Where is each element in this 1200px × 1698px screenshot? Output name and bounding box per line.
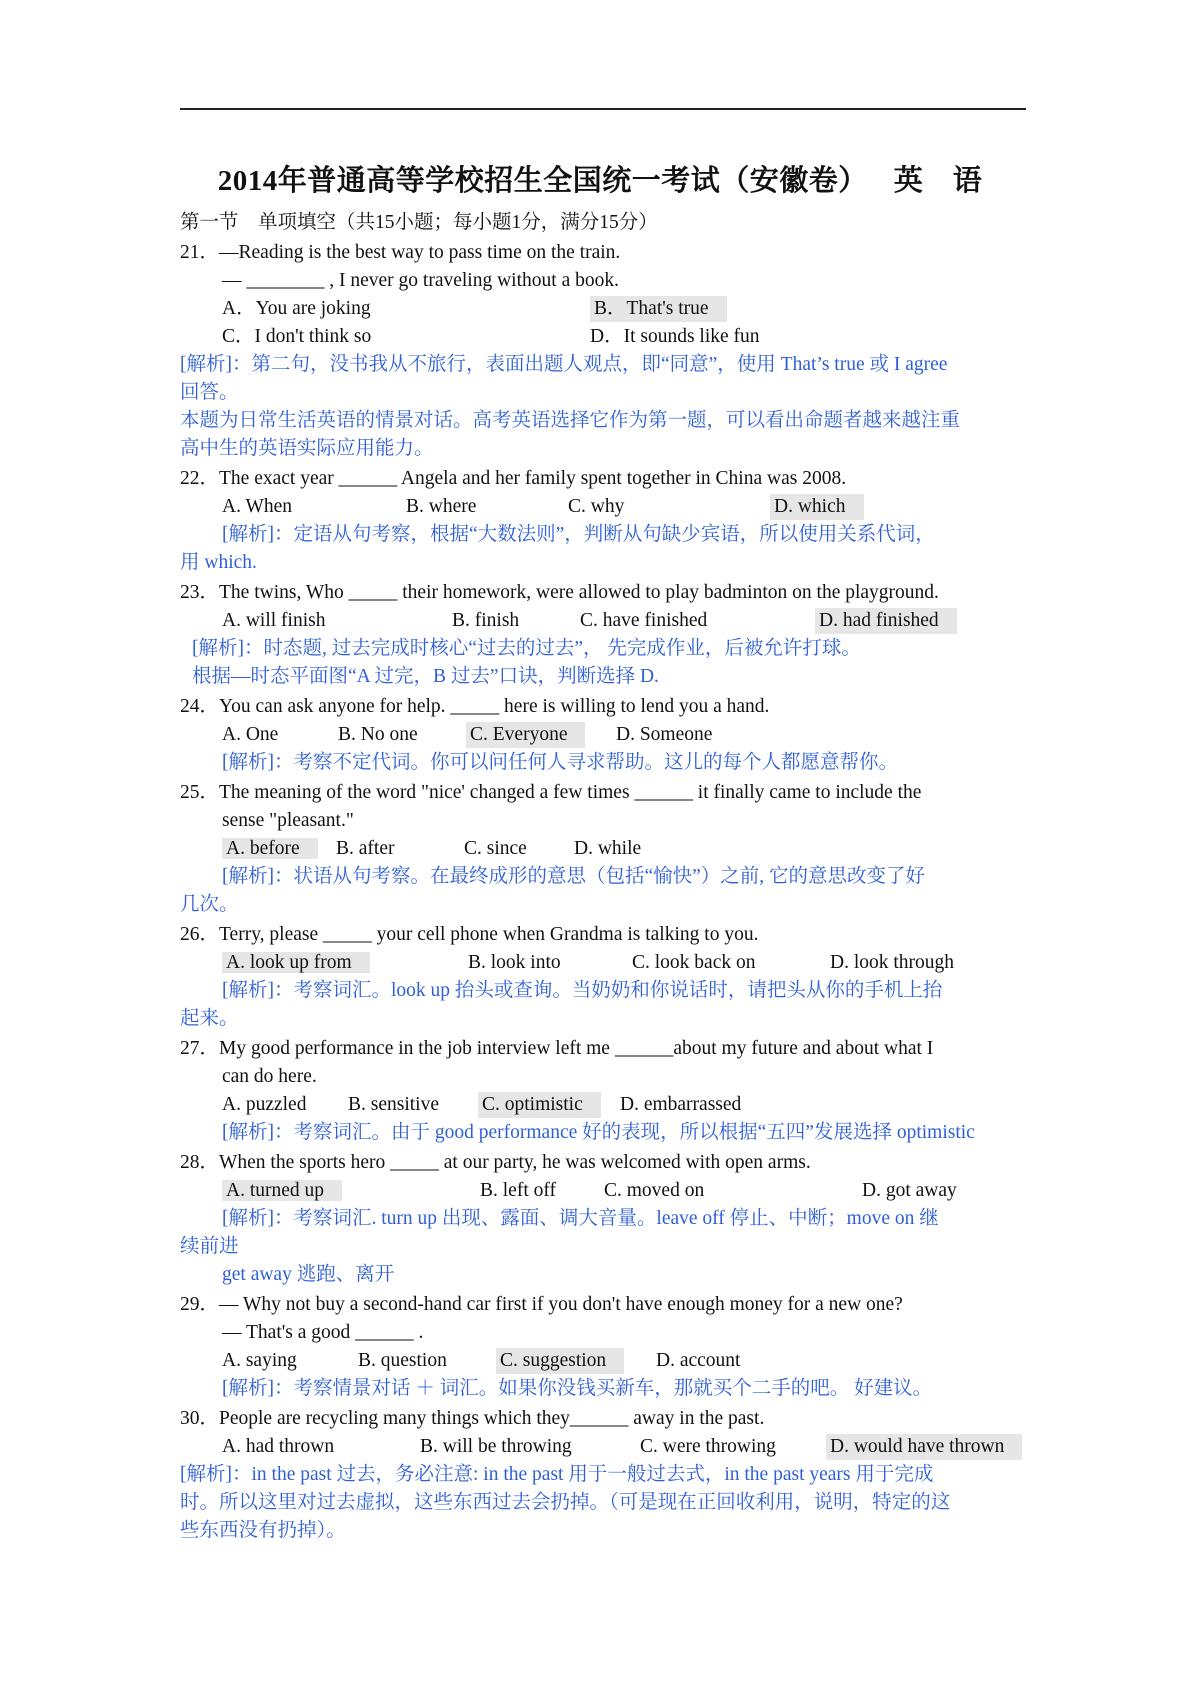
page-title <box>0 158 1200 199</box>
question-line <box>180 466 846 492</box>
text-segment: B. after <box>336 838 395 859</box>
question-line <box>180 240 620 266</box>
options-row <box>222 950 955 976</box>
text-segment: 高中生的英语实际应用能力。 <box>180 438 434 459</box>
analysis-line <box>180 1234 239 1260</box>
text-segment: D．It sounds like fun <box>590 326 760 347</box>
text-segment: B. sensitive <box>348 1094 439 1115</box>
text-segment: B. left off <box>480 1180 557 1201</box>
text-segment: 回答。 <box>180 382 239 403</box>
text-segment: can do here. <box>222 1066 317 1087</box>
text-segment: sense "pleasant." <box>222 810 354 831</box>
text-segment: 根据—时态平面图“A 过完，B 过去”口诀，判断选择 D. <box>192 666 659 687</box>
text-segment: [解析]：第二句，没书我从不旅行，表面出题人观点，即“同意”，使用 That’s true 或 I agree <box>180 354 948 375</box>
analysis-line <box>222 750 898 776</box>
analysis-line <box>222 1376 932 1402</box>
analysis-line <box>222 1206 939 1232</box>
text-segment: [解析]：考察情景对话 ＋ 词汇。如果你没钱买新车，那就买个二手的吧。 好建议。 <box>222 1378 933 1399</box>
analysis-line <box>180 550 257 576</box>
text-segment: get away 逃跑、离开 <box>222 1264 395 1285</box>
options-row <box>222 324 760 350</box>
answer-option-highlighted: C. optimistic <box>478 1092 601 1118</box>
text-segment: A．You are joking <box>222 298 371 319</box>
analysis-line <box>222 864 925 890</box>
text-segment: [解析]：考察不定代词。你可以问任何人寻求帮助。这儿的每个人都愿意帮你。 <box>222 752 898 773</box>
question-line <box>222 1320 423 1346</box>
text-segment: A. One <box>222 724 279 745</box>
text-segment: A. When <box>222 496 293 517</box>
analysis-line <box>180 352 947 378</box>
text-segment: 29．— Why not buy a second-hand car first if you don't have enough money for a new one? <box>180 1294 903 1315</box>
text-segment: D. embarrassed <box>620 1094 742 1115</box>
analysis-line <box>180 380 239 406</box>
text-segment: D. look through <box>830 952 955 973</box>
text-segment: 本题为日常生活英语的情景对话。高考英语选择它作为第一题，可以看出命题者越来越注重 <box>180 410 961 431</box>
answer-option-highlighted: D. which <box>770 494 864 520</box>
header-rule <box>180 108 1026 110</box>
answer-option-highlighted: D. would have thrown <box>826 1434 1022 1460</box>
options-row <box>222 608 939 634</box>
text-segment: [解析]：考察词汇. turn up 出现、露面、调大音量。leave off 停止、中断；move on 继 <box>222 1208 939 1229</box>
options-row <box>222 1434 1005 1460</box>
text-segment: [解析]：定语从句考察，根据“大数法则”，判断从句缺少宾语，所以使用关系代词， <box>222 524 935 545</box>
text-segment: C．I don't think so <box>222 326 372 347</box>
section-heading: 第一节 单项填空（共15小题；每小题1分，满分15分） <box>180 212 658 233</box>
text-segment: C. moved on <box>604 1180 705 1201</box>
text-segment: B. look into <box>468 952 561 973</box>
options-row <box>222 722 713 748</box>
options-row <box>222 494 846 520</box>
analysis-line <box>180 408 960 434</box>
text-segment: B. No one <box>338 724 418 745</box>
question-line <box>180 1406 764 1432</box>
text-segment: 22．The exact year ______ Angela and her family spent together in China was 2008. <box>180 468 847 489</box>
text-segment: 续前进 <box>180 1236 239 1257</box>
analysis-line <box>222 1120 975 1146</box>
answer-option-highlighted: A. before <box>222 838 318 859</box>
text-segment: 27．My good performance in the job interview left me ______about my future and about what I <box>180 1038 934 1059</box>
answer-option-highlighted: A. look up from <box>222 952 370 973</box>
text-segment: 21．—Reading is the best way to pass time on the train. <box>180 242 621 263</box>
question-line <box>180 780 921 806</box>
text-segment: C. look back on <box>632 952 756 973</box>
answer-option-highlighted: C. suggestion <box>496 1348 624 1374</box>
analysis-line <box>180 1462 933 1488</box>
text-segment: 26．Terry, please _____ your cell phone when Grandma is talking to you. <box>180 924 759 945</box>
answer-option-highlighted: C. Everyone <box>466 722 585 748</box>
question-line <box>180 694 769 720</box>
analysis-line <box>192 664 659 690</box>
text-segment: A. had thrown <box>222 1436 335 1457</box>
text-segment: 些东西没有扔掉）。 <box>180 1520 346 1541</box>
text-segment: C. since <box>464 838 527 859</box>
text-segment: 24．You can ask anyone for help. _____ here is willing to lend you a hand. <box>180 696 770 717</box>
text-segment: D. account <box>656 1350 741 1371</box>
text-segment: B. will be throwing <box>420 1436 572 1457</box>
analysis-line <box>180 1518 346 1544</box>
text-segment: D. while <box>574 838 642 859</box>
text-segment: B. question <box>358 1350 447 1371</box>
answer-option-highlighted: A. turned up <box>222 1180 342 1201</box>
text-segment: [解析]：考察词汇。look up 抬头或查询。当奶奶和你说话时，请把头从你的手机上抬 <box>222 980 943 1001</box>
options-row <box>222 1348 741 1374</box>
text-segment: 23．The twins, Who _____ their homework, were allowed to play badminton on the playground. <box>180 582 939 603</box>
text-segment: C. why <box>568 496 625 517</box>
options-row <box>222 1092 742 1118</box>
text-segment: — That's a good ______ . <box>222 1322 424 1343</box>
question-line <box>222 1064 317 1090</box>
text-segment: 起来。 <box>180 1008 239 1029</box>
analysis-line <box>222 522 935 548</box>
question-line <box>180 1292 903 1318</box>
text-segment: B. finish <box>452 610 520 631</box>
text-segment: 几次。 <box>180 894 239 915</box>
text-segment: [解析]：时态题, 过去完成时核心“过去的过去”， 先完成作业，后被允许打球。 <box>192 638 861 659</box>
question-line <box>180 922 758 948</box>
text-segment: [解析]：状语从句考察。在最终成形的意思（包括“愉快”）之前, 它的意思改变了好 <box>222 866 926 887</box>
title-subject: 英 语 <box>893 165 983 197</box>
options-row <box>222 296 709 322</box>
analysis-line <box>222 978 942 1004</box>
options-row <box>222 836 642 862</box>
analysis-line <box>180 1006 239 1032</box>
text-segment: B. where <box>406 496 477 517</box>
text-segment: 用 which. <box>180 552 257 573</box>
analysis-line <box>180 1490 950 1516</box>
question-line <box>180 1036 933 1062</box>
text-segment: D. Someone <box>616 724 713 745</box>
text-segment: A. saying <box>222 1350 297 1371</box>
text-segment: 28．When the sports hero _____ at our party, he was welcomed with open arms. <box>180 1152 811 1173</box>
text-segment: A. puzzled <box>222 1094 307 1115</box>
question-line <box>180 1150 811 1176</box>
analysis-line <box>180 892 239 918</box>
text-segment: — ________ , I never go traveling without a book. <box>222 270 619 291</box>
text-segment: [解析]：in the past 过去，务必注意: in the past 用于一般过去式，in the past years 用于完成 <box>180 1464 934 1485</box>
analysis-line <box>192 636 861 662</box>
text-segment: C. have finished <box>580 610 708 631</box>
question-line <box>180 580 939 606</box>
question-line <box>222 808 354 834</box>
text-segment: 时。所以这里对过去虚拟，这些东西过去会扔掉。（可是现在正回收利用，说明，特定的这 <box>180 1492 951 1513</box>
text-segment: C. were throwing <box>640 1436 776 1457</box>
title-main: 2014年普通高等学校招生全国统一考试（安徽卷） <box>217 165 868 197</box>
analysis-line <box>222 1262 394 1288</box>
options-row <box>222 1178 957 1204</box>
text-segment: A. will finish <box>222 610 326 631</box>
analysis-line <box>180 436 434 462</box>
answer-option-highlighted: D. had finished <box>815 608 957 634</box>
answer-option-highlighted: B．That's true <box>590 296 727 322</box>
text-segment: D. got away <box>862 1180 957 1201</box>
text-segment: 30．People are recycling many things which they______ away in the past. <box>180 1408 765 1429</box>
text-segment: [解析]：考察词汇。由于 good performance 好的表现，所以根据“五四”发展选择 optimistic <box>222 1122 975 1143</box>
text-segment: 25．The meaning of the word "nice' changed a few times ______ it finally came to include the <box>180 782 922 803</box>
question-line <box>222 268 619 294</box>
